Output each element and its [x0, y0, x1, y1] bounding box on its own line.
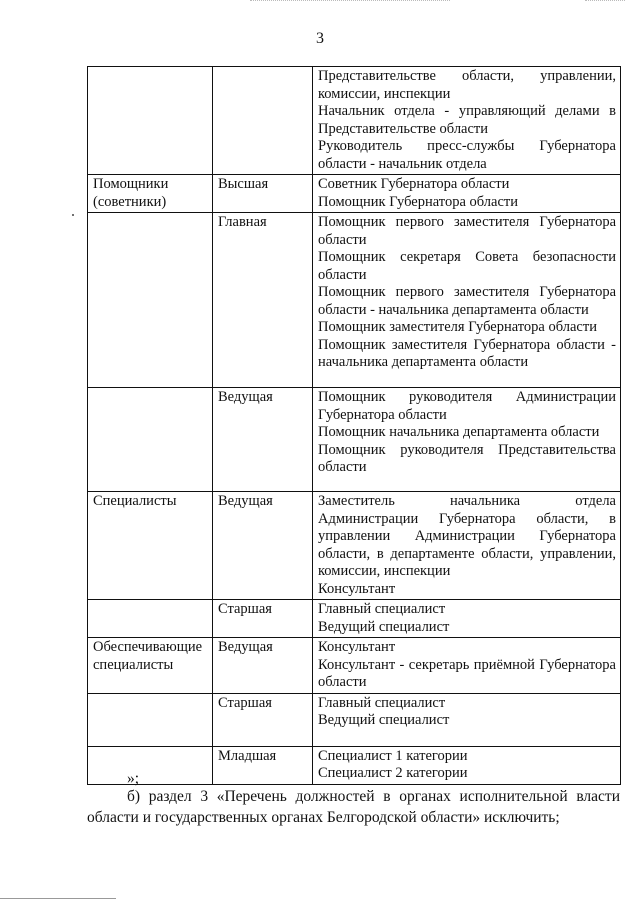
positions-cell: [313, 638, 621, 694]
position-item: Заместитель начальника отдела Администрации Губернатора области, в управлении Администрации Губернатора области, в департаменте области, управлении, комиссии, инспекции: [318, 493, 616, 579]
position-item: Руководитель пресс-службы Губернатора области - начальник отдела: [318, 138, 616, 172]
position-item: Главный специалист: [318, 694, 446, 711]
position-item: Помощник руководителя Представительства области: [318, 441, 616, 475]
position-item: Помощник первого заместителя Губернатора области: [318, 214, 616, 248]
table-row: [88, 213, 621, 388]
table-row: [88, 388, 621, 492]
position-item: Помощник заместителя Губернатора области: [318, 319, 597, 335]
group-cell: Специалисты: [88, 492, 213, 600]
group-cell: [88, 213, 213, 388]
category-cell: Главная: [213, 213, 313, 388]
table-row: [88, 67, 621, 175]
positions-cell: [313, 67, 621, 175]
group-cell: Помощники (советники): [88, 175, 213, 213]
position-item: Помощник заместителя Губернатора области - начальника департамента области: [318, 336, 616, 370]
position-item: Специалист 2 категории: [318, 765, 468, 781]
category-cell: Ведущая: [213, 388, 313, 492]
category-cell: Высшая: [213, 175, 313, 213]
category-cell: Старшая: [213, 600, 313, 638]
category-cell: Ведущая: [213, 492, 313, 600]
position-item: Начальник отдела - управляющий делами в Представительстве области: [318, 103, 616, 137]
page-number: 3: [316, 30, 324, 47]
header-scan-artifact: [250, 0, 450, 5]
positions-table: [87, 66, 621, 785]
category-cell: [213, 67, 313, 175]
positions-cell: [313, 388, 621, 492]
position-item: Советник Губернатора области: [318, 176, 510, 192]
table-row: [88, 693, 621, 746]
category-cell: Младшая: [213, 746, 313, 784]
position-item: Помощник Губернатора области: [318, 193, 518, 210]
category-cell: Старшая: [213, 693, 313, 746]
paragraph-b: б) раздел 3 «Перечень должностей в органах исполнительной власти области и государственных органах Белгородской области» исключить;: [87, 788, 620, 826]
position-item: Помощник первого заместителя Губернатора области - начальника департамента области: [318, 284, 616, 318]
position-item: Помощник руководителя Администрации Губернатора области: [318, 389, 616, 423]
position-item: Консультант: [318, 639, 396, 655]
footer-rule: [0, 898, 116, 899]
group-cell: [88, 693, 213, 746]
group-cell: [88, 67, 213, 175]
position-item: Ведущий специалист: [318, 618, 450, 635]
position-item: Помощник начальника департамента области: [318, 424, 600, 440]
positions-cell: [313, 600, 621, 638]
positions-cell: [313, 746, 621, 784]
header-scan-artifact: [585, 0, 625, 5]
position-item: Консультант - секретарь приёмной Губернатора области: [318, 656, 616, 690]
position-item: Помощник секретаря Совета безопасности области: [318, 249, 616, 283]
closing-quote: »;: [127, 770, 140, 787]
group-cell: Обеспечивающие специалисты: [88, 638, 213, 694]
group-cell: [88, 388, 213, 492]
table-row: [88, 746, 621, 784]
positions-cell: [313, 492, 621, 600]
positions-cell: [313, 213, 621, 388]
table-row: [88, 600, 621, 638]
category-cell: Ведущая: [213, 638, 313, 694]
group-cell: [88, 746, 213, 784]
positions-cell: [313, 175, 621, 213]
table-row: [88, 492, 621, 600]
group-cell: [88, 600, 213, 638]
position-item: Консультант: [318, 580, 396, 597]
position-item: Ведущий специалист: [318, 712, 450, 728]
position-item: Представительстве области, управлении, комиссии, инспекции: [318, 68, 616, 102]
scan-speck: [72, 214, 74, 216]
position-item: Специалист 1 категории: [318, 747, 468, 764]
position-item: Главный специалист: [318, 601, 446, 617]
table-row: [88, 175, 621, 213]
table-row: [88, 638, 621, 694]
positions-cell: [313, 693, 621, 746]
